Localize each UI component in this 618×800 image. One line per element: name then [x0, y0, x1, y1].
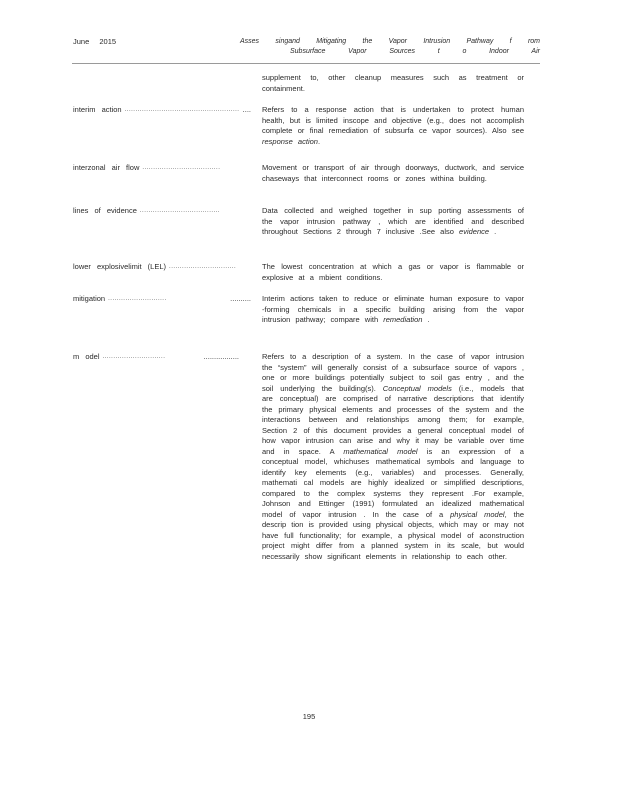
definition-emphasis-conceptual-models: Conceptual models [382, 383, 452, 393]
definition-emphasis: response action [262, 136, 318, 146]
definition-text: , the descrip tion is provided using physical objects, which may or may not have full functionality; for example, a physical model of aconstruction project might differ from a planned system in its scale, but would necessarily show significant elements in relationship to each other. [262, 509, 524, 561]
leader-dots [125, 105, 240, 115]
glossary-term-mitigation [73, 294, 251, 304]
glossary-definition-interzonal-air-flow [262, 163, 524, 184]
header-title-line-1: Asses singand Mitigating the Vapor Intrusion Pathway f rom [240, 38, 540, 45]
term-label: lines of evidence [73, 206, 137, 215]
definition-emphasis: evidence [459, 227, 490, 236]
glossary-term-lines-of-evidence [73, 206, 223, 216]
header-date: June 2015 [73, 37, 117, 46]
glossary-definition-model [262, 352, 524, 562]
glossary-definition-lines-of-evidence [262, 206, 524, 238]
definition-emphasis-physical-model: physical model [450, 509, 505, 519]
glossary-definition-lower-explosive-limit [262, 262, 524, 283]
header-title-line-2: Subsurface Vapor Sources t o Indoor Air [290, 47, 540, 55]
term-label: interzonal air flow [73, 163, 140, 172]
leader-dots [140, 206, 220, 216]
definition-text: Refers to a description of a system. In the case of vapor intrusion the “system” will generally consist of a subsurface source of vapors , one or more buildings potentially subject to soil gas entry , and the soil underlying the building(s). [262, 352, 524, 393]
term-label: mitigation [73, 294, 106, 303]
definition-text: Movement or transport of air through doorways, ductwork, and service chaseways that interconnect rooms or zones withina building. [262, 163, 524, 183]
term-label: m odel [73, 352, 100, 361]
definition-text-end: . [422, 315, 430, 324]
leader-dots-tail: .... [242, 105, 251, 114]
glossary-term-interim-action [73, 105, 251, 115]
glossary-term-lower-explosive-limit [73, 262, 239, 272]
definition-emphasis: remediation [383, 315, 423, 324]
leader-dots [142, 163, 220, 173]
glossary-definition-mitigation [262, 294, 524, 326]
leader-dots [108, 294, 166, 304]
definition-text: Interim actions taken to reduce or eliminate human exposure to vapor -forming chemicals in a specific building arising from the vapor intrusion pathway; compare with [262, 294, 524, 324]
leader-dots [169, 262, 236, 272]
definition-text: is an expression of a conceptual model, whichuses mathematical symbols and language to identify key elements (e.g., variables) and processes. Generally, mathemati cal models are highly idealized or simplified descriptions, compared to the complex systems they represent .For example, Johnson and Ettinger (1991) formulated an idealized mathematical model of vapor intrusion . In the case of a [262, 446, 524, 519]
definition-text-end: . [489, 227, 497, 236]
page-number: 195 [302, 712, 316, 721]
definition-text: (i.e., models that are conceptual) are comprised of narrative descriptions that identify the primary physical elements and processes of the system and the interactions between and relationships among them; for example, Section 2 of this document provides a general conceptual model of how vapor intrusion can arise and why it may be variable over time and in space. A [262, 383, 524, 456]
leader-dots-tail: .......... [230, 294, 251, 303]
leader-dots-tail: ................. [203, 352, 239, 361]
header-title [240, 37, 540, 56]
definition-continuation: supplement to, other cleanup measures such as treatment or containment. [262, 73, 524, 93]
glossary-definition-interim-action [262, 105, 524, 147]
term-label: lower explosivelimit (LEL) [73, 262, 167, 271]
definition-text-end: . [317, 136, 321, 146]
header-rule [72, 63, 540, 64]
definition-text: Data collected and weighed together in sup porting assessments of the vapor intrusion pathway , which are identified and described throughout Sections 2 through 7 inclusive .See also [262, 206, 524, 236]
glossary-term-model [73, 352, 239, 362]
definition-emphasis-mathematical-model: mathematical model [343, 446, 418, 456]
glossary-term-interzonal-air-flow [73, 163, 223, 173]
definition-text: The lowest concentration at which a gas or vapor is flammable or explosive at a mbient conditions. [262, 262, 524, 282]
term-label: interim action [73, 105, 122, 114]
leader-dots [103, 352, 165, 362]
definition-text: Refers to a response action that is undertaken to protect human health, but is limited inscope and objective (e.g., does not accomplish complete or final remediation of subsurfa ce vapor sources). Also see [262, 105, 524, 135]
